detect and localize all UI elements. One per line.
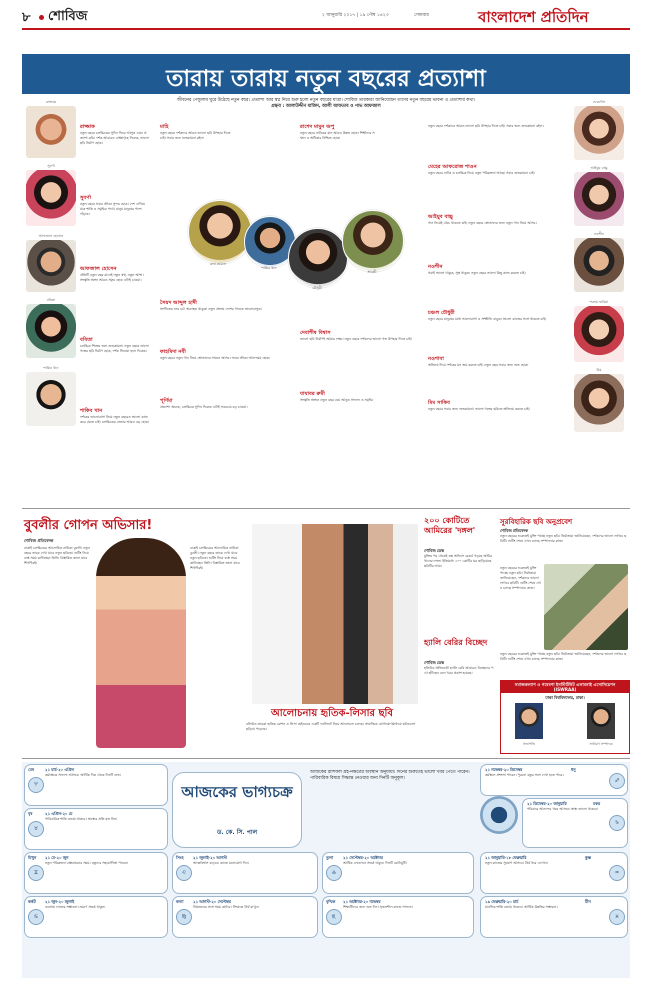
horoscope-title: আজকের ভাগ্যচক্র bbox=[181, 783, 293, 801]
col-heading: রাজ্জাক bbox=[80, 124, 95, 130]
col-text: সবাই ভালো থাকুক, সুস্থ থাকুক। নতুন বছরে ভালো কিছু কাজ করতে চাই। bbox=[428, 271, 526, 275]
section-divider-2 bbox=[22, 758, 630, 759]
zodiac-name: কুম্ভ bbox=[585, 855, 591, 860]
zodiac-name: কন্যা bbox=[176, 899, 184, 904]
star-photo-mim bbox=[574, 368, 624, 434]
zodiac-text: ব্যবসায় লাভের সম্ভাবনা। ভ্রমণে সতর্ক থাকুন। bbox=[45, 905, 106, 909]
star-photo-bachchu bbox=[574, 166, 624, 226]
col-text: ভালো ছবি নির্মাণই আমার লক্ষ্য। নতুন বছরে দর্শকদের ভালো গল্প উপহার দিতে চাই। bbox=[300, 337, 413, 341]
zodiac-box-scorpio bbox=[322, 896, 474, 938]
star-photo-faria bbox=[574, 300, 624, 362]
zodiac-text: পরিবারে আনন্দের খবর আসবে। স্বাস্থ্য ভালো থাকবে। bbox=[527, 807, 598, 811]
star-photo-shakib bbox=[26, 366, 76, 428]
photo bbox=[26, 240, 76, 292]
star-photo-bobita bbox=[26, 298, 76, 360]
zodiac-date: ১৯ ফেব্রুয়ারি-২০ মার্চ bbox=[485, 899, 519, 904]
story-text: ঢাকাই চলচ্চিত্রের আলোচিত নায়িকা বুবলী। নতুন বছরে তাকে দেখা যাবে নতুন ছবিতে। শুটিং নিয়ে ব্যস্ত সময় কাটাচ্ছেন তিনি। বিস্তারিত জানা যাবে শিগগিরই। bbox=[24, 546, 90, 565]
feature-banner bbox=[22, 54, 630, 94]
ad-person-1: সভাপতি bbox=[523, 742, 535, 746]
col-heading: আইয়ুব বাচ্চু bbox=[428, 214, 454, 220]
horoscope-section bbox=[22, 762, 630, 978]
col-text: গান নিয়েই বেঁচে থাকতে চাই। নতুন বছরে শ্রোতাদের জন্য নতুন গান নিয়ে আসব। bbox=[428, 221, 537, 225]
col-text: নতুন বছরে সবার জন্য শুভকামনা। ভালো গল্পের ছবিতে অভিনয় করতে চাই। bbox=[428, 407, 530, 411]
col-heading: ববিতা bbox=[80, 337, 93, 343]
col-heading: সুবর্ণা bbox=[80, 195, 91, 201]
photo bbox=[574, 306, 624, 362]
zodiac-text: কর্মক্ষেত্রে সাফল্য আসবে। আর্থিক দিক থেকে দিনটি শুভ। bbox=[45, 773, 121, 777]
page-header bbox=[22, 6, 630, 26]
story-title: ২০০ কোটিতে আমিরের 'দঙ্গল' bbox=[424, 516, 476, 535]
horoscope-title-box bbox=[172, 772, 302, 848]
zodiac-box-aquarius bbox=[480, 852, 628, 894]
story-text-2: ঢাকাই চলচ্চিত্রের আলোচিত নায়িকা বুবলী। নতুন বছরে তাকে দেখা যাবে নতুন ছবিতে। শুটিং নিয়ে ব্যস্ত সময় কাটাচ্ছেন তিনি। বিস্তারিত জানা যাবে শিগগিরই। bbox=[190, 546, 240, 570]
ad-photo-1 bbox=[515, 703, 543, 739]
star-photo-nowshin bbox=[574, 232, 624, 292]
photo bbox=[574, 374, 624, 432]
col-text: অভিনয় দিয়ে দর্শকের মন জয় করতে চাই। নতুন বছর সবার জন্য শুভ হোক। bbox=[428, 363, 529, 367]
zodiac-box-sagittarius bbox=[480, 764, 628, 796]
col-heading: নওশাবা bbox=[428, 356, 444, 362]
zodiac-name: ধনু bbox=[571, 767, 576, 772]
col-text: প্রত্যাশা অনেক, চলচ্চিত্রে সুদিন ফিরুক এটাই সবচেয়ে বড় চাওয়া। bbox=[160, 405, 248, 409]
col-heading: মিম সাকিব bbox=[428, 400, 450, 406]
center-photo-srabanti bbox=[342, 210, 404, 272]
ad-subtitle: ঢাকা বিশ্ববিদ্যালয়, ঢাকা। bbox=[545, 695, 585, 700]
zodiac-date: ২১ অক্টোবর-২০ নভেম্বর bbox=[343, 899, 381, 904]
star-name: ফেরদৌস bbox=[592, 100, 606, 104]
star-name: আফজাল হোসেন bbox=[38, 234, 64, 238]
scorpio-icon: ♏ bbox=[326, 909, 342, 925]
photo bbox=[26, 304, 76, 358]
story-text: নতুন বছরের শুরুতেই মুক্তি পাচ্ছে নতুন ছবি। নির্মাতারা জানিয়েছেন, দর্শকদের ভালো লাগবে ছবিটি। শুটিং শেষে এখন চলছে সম্পাদনার কাজ। bbox=[500, 534, 627, 543]
article-col-4 bbox=[160, 300, 290, 445]
leo-icon: ♌ bbox=[176, 865, 192, 881]
section-name: শোবিজ bbox=[48, 9, 88, 24]
zodiac-date: ২১ সেপ্টেম্বর-২০ অক্টোবর bbox=[343, 855, 383, 860]
libra-icon: ♎ bbox=[326, 865, 342, 881]
center-name-moushumi: মৌসুমী bbox=[312, 286, 322, 290]
zodiac-text: শিক্ষার্থীদের জন্য শুভ দিন। সৃজনশীল কাজে সাফল্য। bbox=[343, 905, 413, 909]
zodiac-name: মীন bbox=[585, 899, 591, 904]
zodiac-name: মকর bbox=[593, 801, 601, 806]
bubly-photo bbox=[96, 538, 186, 748]
col-text: নতুন বছরে নতুন গান নিয়ে শ্রোতাদের সামনে আসব। সবার জীবন আনন্দময় হোক। bbox=[160, 356, 271, 360]
story-reporter: শোবিজ প্রতিবেদক bbox=[500, 528, 528, 533]
col-heading: শাকিব খান bbox=[80, 408, 103, 414]
story-aamir bbox=[424, 514, 494, 750]
story-text-2: নতুন বছরের শুরুতেই মুক্তি পাচ্ছে নতুন ছবি। নির্মাতারা জানিয়েছেন, দর্শকদের ভালো লাগবে ছবিটি। শুটিং শেষে এখন চলছে সম্পাদনার কাজ। bbox=[500, 566, 541, 590]
story-hrithik bbox=[246, 514, 418, 750]
section-divider bbox=[22, 508, 630, 509]
col-heading: ফাহমিদা নবী bbox=[160, 349, 186, 355]
zodiac-name: বৃষ bbox=[28, 811, 33, 816]
star-name: মিম bbox=[596, 368, 602, 372]
masthead: বাংলাদেশ প্রতিদিন bbox=[478, 8, 589, 26]
zodiac-name: মেষ bbox=[28, 767, 35, 772]
zodiac-date: ২১ এপ্রিল-২০ মে bbox=[45, 811, 73, 816]
virgo-icon: ♍ bbox=[176, 909, 192, 925]
star-photo-razzak bbox=[26, 100, 76, 158]
gemini-icon: ♊ bbox=[28, 865, 44, 881]
story-text: মুক্তির পর থেকেই বক্স অফিসে রেকর্ড গড়ছে আমির খানের দঙ্গল। ইতিমধ্যে ২০০ কোটির ঘর ছাড়িয়েছে ছবিটির আয়। bbox=[424, 554, 492, 568]
col-text: নতুন বছরে নাটকের মান আরও উন্নত হোক। শিল্পীদের সম্মান ও অধিকার নিশ্চিত হোক। bbox=[300, 131, 375, 140]
col-heading: মেহের আফরোজ শাওন bbox=[428, 164, 477, 170]
col-heading: রাশেদ মামুন অপু bbox=[300, 124, 335, 130]
story-text: হলিউড অভিনেত্রী হ্যালি বেরি আবারও বিচ্ছেদের পথে হাঁটছেন বলে খবর প্রকাশ হয়েছে। bbox=[424, 666, 494, 675]
article-col-5 bbox=[300, 330, 420, 438]
intro-text bbox=[140, 98, 512, 110]
zodiac-text: প্রিয়জনের সঙ্গে সময় কাটবে। সিদ্ধান্তে ধৈর্য রাখুন। bbox=[193, 905, 259, 909]
ad-photo-2 bbox=[587, 703, 615, 739]
star-photo-suborna bbox=[26, 164, 76, 228]
star-photo-ferdous bbox=[574, 100, 624, 160]
zodiac-date: ২১ আগস্ট-২০ সেপ্টেম্বর bbox=[193, 899, 231, 904]
col-heading: পূর্ণিমা bbox=[160, 398, 173, 404]
ad-box bbox=[500, 680, 630, 754]
star-name: শবনম ফারিয়া bbox=[589, 300, 609, 304]
col-text: নতুন বছরে চলচ্চিত্রের সুদিন ফিরে আসুক এমন প্রত্যাশা করি। দর্শক আবারও প্রেক্ষাগৃহে ফিরুক, ভালো ছবি নির্মাণ হোক। bbox=[80, 131, 149, 145]
zodiac-box-virgo bbox=[172, 896, 318, 938]
intro-body: জীবনের পেন্ডুলাম ঘুরে উঠেছে নতুন বছর। প্রত্যাশা আর স্বপ্ন নিয়ে শুরু হলো নতুন বছরের যাত্রা। শোবিজ তারকারা জানিয়েছেন তাদের নতুন বছরের ভাবনা ও প্রত্যাশার কথা। bbox=[176, 98, 476, 103]
story-text-3: নতুন বছরের শুরুতেই মুক্তি পাচ্ছে নতুন ছবি। নির্মাতারা জানিয়েছেন, দর্শকদের ভালো লাগবে ছবিটি। শুটিং শেষে এখন চলছে সম্পাদনার কাজ। bbox=[500, 652, 627, 661]
star-name: শাকিব খান bbox=[43, 366, 59, 370]
col-text: সংস্কৃতি অঙ্গনে নতুন বছর বয়ে আনুক সাফল্য ও সমৃদ্ধি। bbox=[300, 398, 374, 402]
zodiac-box-capricorn bbox=[522, 798, 628, 848]
zodiac-text: নতুন কাজের সুযোগ আসবে। ধৈর্য ধরে এগোন। bbox=[485, 861, 548, 865]
photo bbox=[574, 238, 624, 292]
col-heading: চঞ্চল চৌধুরী bbox=[428, 310, 455, 316]
article-col-1 bbox=[80, 124, 150, 504]
capricorn-icon: ♑ bbox=[609, 815, 625, 831]
col-heading: যাযাবর রুমী bbox=[300, 391, 325, 397]
zodiac-box-cancer bbox=[24, 896, 168, 938]
photo bbox=[26, 170, 76, 226]
ad-person-2: সাধারণ সম্পাদক bbox=[589, 742, 613, 746]
cancer-icon: ♋ bbox=[28, 909, 44, 925]
aries-icon: ♈ bbox=[28, 777, 44, 793]
col-text: নতুন বছরে সবার জীবন সুন্দর হোক। দেশ এগিয়ে যাক শান্তি ও সমৃদ্ধির পথে। মানুষ মানুষের পাশে দাঁড়াক। bbox=[80, 202, 146, 216]
zodiac-wheel bbox=[480, 796, 518, 834]
col-text-lead: নতুন বছরে দর্শকদের আরও ভালো ছবি উপহার দিতে চাই। সবার জন্য শুভকামনা রইল। bbox=[428, 124, 544, 128]
zodiac-text: কর্মস্থলে প্রশংসা পাবেন। পুরনো বন্ধুর সঙ্গে দেখা হতে পারে। bbox=[485, 773, 564, 777]
star-name: আইয়ুব বাচ্চু bbox=[590, 166, 608, 170]
ad-title: সমাজকল্যাণ ও গবেষণা ইনস্টিটিউট এলামনাই এসোসিয়েশন (ISWRAA) bbox=[514, 682, 616, 692]
star-name: সুবর্ণা bbox=[47, 164, 55, 168]
banner-title: তারায় তারায় নতুন বছরের প্রত্যাশা bbox=[166, 66, 486, 92]
story-reporter: শোবিজ প্রতিবেদক bbox=[24, 538, 54, 543]
center-photo-moushumi bbox=[288, 228, 348, 288]
photo bbox=[574, 106, 624, 160]
col-text: চলচ্চিত্র শিল্পের জন্য শুভকামনা। নতুন বছরে ভালো গল্পের ছবি নির্মাণ হোক, দর্শক সিনেমা হলে ফিরুক। bbox=[80, 344, 149, 353]
star-name: নওশীন bbox=[594, 232, 604, 236]
col-text: নতুন বছরে নাটক ও চলচ্চিত্র নিয়ে নতুন পরিকল্পনা আছে। সবার শুভকামনা চাই। bbox=[428, 171, 535, 175]
col-text: দর্শকের ভালোবাসা নিয়ে নতুন বছরেও ভালো কাজ করে যেতে চাই। চলচ্চিত্রের বাজার আরও বড় হোক। bbox=[80, 415, 150, 424]
sagittarius-icon: ♐ bbox=[609, 773, 625, 789]
col-heading: আফজাল হোসেন bbox=[80, 266, 117, 272]
center-name-runa: রুনা লায়লা bbox=[209, 262, 227, 266]
center-photo-runa bbox=[188, 200, 252, 264]
col-heading: মাহি bbox=[160, 124, 169, 130]
story-title: হ্যালি বেরির বিচ্ছেদ bbox=[424, 638, 488, 647]
zodiac-box-leo bbox=[172, 852, 318, 894]
col-heading: দেবাশীষ বিশ্বাস bbox=[300, 330, 331, 336]
photo bbox=[26, 106, 76, 158]
horoscope-intro: আজকের রাশিফল গ্রহ-নক্ষত্রের অবস্থান অনুযায়ী। দিনের শুরুতেই ভালো খবর পেতে পারেন। পারিবারিক বিষয়ে সিদ্ধান্ত নেওয়ার জন্য দিনটি অনুকূল। bbox=[310, 770, 470, 781]
zodiac-box-gemini bbox=[24, 852, 168, 894]
story-title: বুবলীর গোপন অভিসার! bbox=[24, 518, 153, 533]
zodiac-text: আত্মবিশ্বাস বাড়বে। কাজে মনোযোগ দিন। bbox=[193, 861, 249, 865]
aquarius-icon: ♒ bbox=[609, 865, 625, 881]
photo bbox=[26, 372, 76, 426]
col-heading: নওশীন bbox=[428, 264, 443, 270]
hrithik-photo bbox=[252, 524, 418, 704]
article-col-6 bbox=[428, 124, 568, 437]
zodiac-box-libra bbox=[322, 852, 474, 894]
star-photo-afzal bbox=[26, 234, 76, 294]
pisces-icon: ♓ bbox=[609, 909, 625, 925]
zodiac-date: ২১ ডিসেম্বর-২০ জানুয়ারি bbox=[527, 801, 567, 806]
zodiac-name: কর্কট bbox=[28, 899, 36, 904]
article-col-3 bbox=[300, 124, 380, 203]
story-reporter: শোবিজ ডেস্ক bbox=[424, 548, 444, 553]
zodiac-text: আর্থিক লেনদেনে সতর্ক থাকুন। দিনটি মোটামুটি। bbox=[343, 861, 407, 865]
zodiac-date: ২১ জুলাই-২০ আগস্ট bbox=[193, 855, 227, 860]
story-reporter: শোবিজ ডেস্ক bbox=[424, 660, 444, 665]
zodiac-name: মিথুন bbox=[28, 855, 37, 860]
col-text: সংগীতের শুদ্ধ চর্চা অব্যাহত থাকুক। নতুন প্রজন্ম দেশের গানকে ভালোবাসুক। bbox=[160, 307, 262, 311]
center-name-srabanti: শ্রাবন্তী bbox=[367, 270, 377, 274]
zodiac-date: ২১ জানুয়ারি-১৮ ফেব্রুয়ারি bbox=[485, 855, 527, 860]
zodiac-date: ২১ জুন-২০ জুলাই bbox=[45, 899, 75, 904]
story-title: আলোচনায় হৃতিক-লিসার ছবি bbox=[271, 708, 393, 719]
zodiac-text: মানসিক শান্তি বজায় থাকবে। আর্থিক উন্নতির সম্ভাবনা। bbox=[485, 905, 558, 909]
article-col-2 bbox=[160, 124, 234, 189]
taurus-icon: ♉ bbox=[28, 821, 44, 837]
star-name: ববিতা bbox=[46, 298, 56, 302]
zodiac-box-pisces bbox=[480, 896, 628, 938]
col-text: নতুন বছরে মানুষের মধ্যে ভালোবাসা ও সম্প্রীতি বাড়ুক। ভালো কাজের সঙ্গে থাকতে চাই। bbox=[428, 317, 547, 321]
col-heading: সৈয়দ আব্দুল হাদী bbox=[160, 300, 197, 306]
univ-photo bbox=[544, 564, 628, 650]
zodiac-box-aries bbox=[24, 764, 168, 806]
header-day: সোমবার bbox=[414, 13, 429, 18]
header-rule bbox=[22, 28, 630, 30]
story-text: বলিউড তারকা হৃতিক রোশন ও লিসা হেইডনের একটি ফটোশুট নিয়ে আলোচনা চলছে। সামাজিক যোগাযোগমাধ্যমে ছবিগুলো ছড়িয়ে পড়েছে। bbox=[246, 722, 416, 731]
zodiac-date: ২১ নভেম্বর-২০ ডিসেম্বর bbox=[485, 767, 523, 772]
col-text: নতুন বছরে দর্শকদের আরও ভালো ছবি উপহার দিতে চাই। সবার জন্য শুভকামনা রইল। bbox=[160, 131, 231, 140]
center-name-shakib: শাকিব খান bbox=[261, 266, 277, 270]
zodiac-name: সিংহ bbox=[176, 855, 184, 860]
star-name: রাজ্জাক bbox=[45, 100, 57, 104]
intro-credit: গ্রন্থনা : আলাউদ্দীন মাজিদ, আলী আফতাব ও পাভ আফজাল bbox=[271, 104, 381, 109]
header-dot bbox=[39, 15, 44, 20]
story-bubly bbox=[24, 514, 240, 750]
header-date: ২ জানুয়ারি ২০১৭ | ১৯ পৌষ ১৪২৩ bbox=[322, 13, 389, 18]
page-number: ৮ bbox=[22, 10, 31, 25]
horoscope-author: ড. কে. সি. পাল bbox=[216, 829, 258, 836]
zodiac-date: ২১ মে-২০ জুন bbox=[45, 855, 69, 860]
col-text: প্রতিটি নতুন বছর মানেই নতুন স্বপ্ন, নতুন আশা। সংস্কৃতি অঙ্গন আরও সমৃদ্ধ হোক এটাই চাওয়া। bbox=[80, 273, 144, 282]
story-title: সুরবিহারিক ছবি অনুপ্রবেশ bbox=[500, 518, 573, 526]
zodiac-date: ২১ মার্চ-২০ এপ্রিল bbox=[45, 767, 74, 772]
zodiac-text: নতুন পরিকল্পনা বাস্তবায়নের সময়। বন্ধুদের সহযোগিতা পাবেন। bbox=[45, 861, 129, 865]
zodiac-name: তুলা bbox=[326, 855, 334, 860]
zodiac-name: বৃশ্চিক bbox=[326, 899, 336, 904]
zodiac-box-taurus bbox=[24, 808, 168, 850]
zodiac-text: পারিবারিক শান্তি বজায় থাকবে। স্বাস্থ্যের প্রতি যত্ন নিন। bbox=[45, 817, 118, 821]
photo bbox=[574, 172, 624, 226]
